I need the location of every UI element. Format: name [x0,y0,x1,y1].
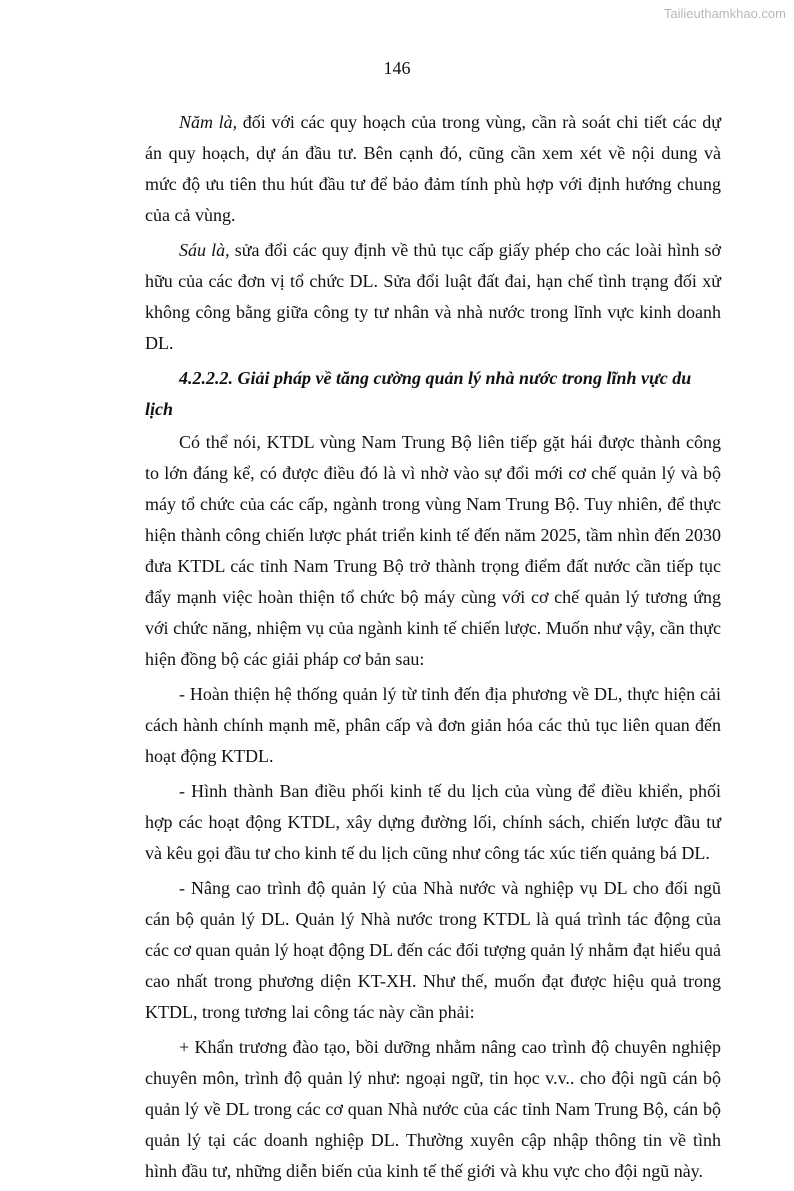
paragraph-text: sửa đổi các quy định về thủ tục cấp giấy phép cho các loài hình sở hữu của các đơn vị tổ chức DL. Sửa đổi luật đất đai, hạn chế tình trạng đối xử không công bằng giữa công ty tư nhân và nhà nước trong lĩnh vực kinh doanh DL. [145,240,721,353]
sub-bullet-paragraph: + Khẩn trương đào tạo, bồi dưỡng nhằm nâng cao trình độ chuyên nghiệp chuyên môn, trình độ quản lý như: ngoại ngữ, tin học v.v.. cho đội ngũ cán bộ quản lý về DL trong các cơ quan Nhà nước của các tỉnh Nam Trung Bộ, cán bộ quản lý tại các doanh nghiệp DL. Thường xuyên cập nhập thông tin về tình hình đầu tư, những diễn biến của kinh tế thế giới và khu vực cho đội ngũ này. [145,1037,721,1181]
page-body [145,107,721,1191]
section-heading: 4.2.2.2. Giải pháp về tăng cường quản lý nhà nước trong lĩnh vực du lịch [145,368,692,419]
paragraph: Có thể nói, KTDL vùng Nam Trung Bộ liên tiếp gặt hái được thành công to lớn đáng kể, có được điều đó là vì nhờ vào sự đổi mới cơ chế quản lý và bộ máy tổ chức của các cấp, ngành trong vùng Nam Trung Bộ. Tuy nhiên, để thực hiện thành công chiến lược phát triển kinh tế đến năm 2025, tầm nhìn đến 2030 đưa KTDL các tỉnh Nam Trung Bộ trở thành trọng điểm đất nước cần tiếp tục đẩy mạnh việc hoàn thiện tổ chức bộ máy cùng với cơ chế quản lý tương ứng với chức năng, nhiệm vụ của ngành kinh tế chiến lược. Muốn như vậy, cần thực hiện đồng bộ các giải pháp cơ bản sau: [145,432,721,669]
page-number: 146 [383,58,411,78]
bullet-paragraph: - Nâng cao trình độ quản lý của Nhà nước và nghiệp vụ DL cho đối ngũ cán bộ quản lý DL. Quản lý Nhà nước trong KTDL là quá trình tác động của các cơ quan quản lý hoạt động DL đến các đối tượng quản lý nhằm đạt hiểu quả cao nhất trong phương diện KT-XH. Như thế, muốn đạt được hiệu quả trong KTDL, trong tương lai công tác này cần phải: [145,878,721,1022]
bullet-paragraph: - Hoàn thiện hệ thống quản lý từ tỉnh đến địa phương về DL, thực hiện cải cách hành chính mạnh mẽ, phân cấp và đơn giản hóa các thủ tục liên quan đến hoạt động KTDL. [145,684,721,766]
paragraph-lead: Năm là, [179,112,238,132]
paragraph-text: đối với các quy hoạch của trong vùng, cần rà soát chi tiết các dự án quy hoạch, dự án đầu tư. Bên cạnh đó, cũng cần xem xét về nội dung và mức độ ưu tiên thu hút đầu tư để bảo đảm tính phù hợp với định hướng chung của cả vùng. [145,112,721,225]
watermark: Tailieuthamkhao.com [663,6,786,21]
paragraph [145,235,721,359]
paragraph [145,107,721,231]
paragraph-lead: Sáu là, [179,240,230,260]
bullet-paragraph: - Hình thành Ban điều phối kinh tế du lịch của vùng để điều khiển, phối hợp các hoạt động KTDL, xây dựng đường lối, chính sách, chiến lược đầu tư và kêu gọi đầu tư cho kinh tế du lịch cũng như công tác xúc tiến quảng bá DL. [145,781,721,863]
